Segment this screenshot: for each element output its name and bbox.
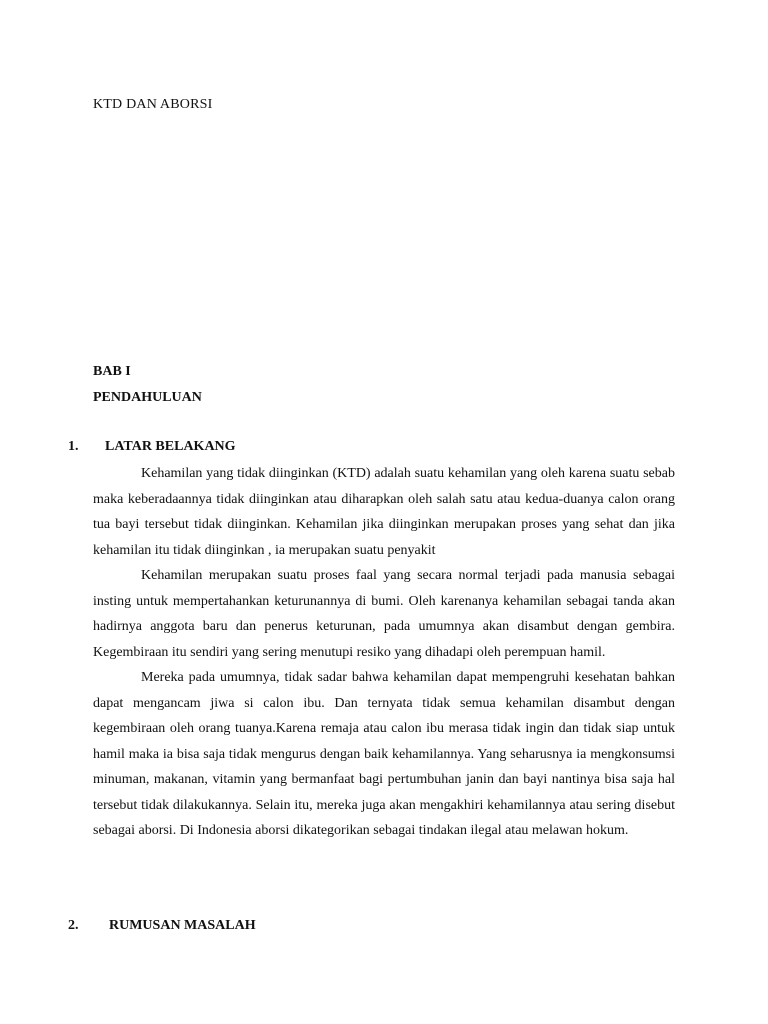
document-title: KTD DAN ABORSI xyxy=(93,97,213,112)
section-heading-latar-belakang xyxy=(68,439,236,455)
section-number: 1. xyxy=(68,439,79,454)
section-body-latar-belakang xyxy=(93,461,675,844)
body-paragraph: Kehamilan yang tidak diinginkan (KTD) adalah suatu kehamilan yang oleh karena suatu sebab maka keberadaannya tidak diinginkan atau diharapkan oleh salah satu atau kedua-duanya calon orang tua bayi tersebut tidak diinginkan. Kehamilan jika diinginkan merupakan proses yang sehat dan jika kehamilan itu tidak diinginkan , ia merupakan suatu penyakit xyxy=(93,466,675,558)
section-heading-text: RUMUSAN MASALAH xyxy=(109,918,256,933)
body-paragraph: Kehamilan merupakan suatu proses faal yang secara normal terjadi pada manusia sebagai insting untuk mempertahankan keturunannya di bumi. Oleh karenanya kehamilan sebagai tanda akan hadirnya anggota baru dan penerus keturunan, pada umumnya akan disambut dengan gembira. Kegembiraan itu sendiri yang sering menutupi resiko yang dihadapi oleh perempuan hamil. xyxy=(93,568,675,660)
chapter-number: BAB I xyxy=(93,364,131,379)
section-heading-text: LATAR BELAKANG xyxy=(105,439,236,454)
section-number: 2. xyxy=(68,918,79,933)
section-heading-rumusan-masalah xyxy=(68,918,256,934)
body-paragraph: Mereka pada umumnya, tidak sadar bahwa kehamilan dapat mempengruhi kesehatan bahkan dapat mengancam jiwa si calon ibu. Dan ternyata tidak semua kehamilan disambut dengan kegembiraan oleh orang tuanya.Karena remaja atau calon ibu merasa tidak ingin dan tidak siap untuk hamil maka ia bisa saja tidak mengurus dengan baik kehamilannya. Yang seharusnya ia mengkonsumsi minuman, makanan, vitamin yang bermanfaat bagi pertumbuhan janin dan bayi nantinya bisa saja hal tersebut tidak dilakukannya. Selain itu, mereka juga akan mengakhiri kehamilannya atau sering disebut sebagai aborsi. Di Indonesia aborsi dikategorikan sebagai tindakan ilegal atau melawan hokum. xyxy=(93,670,675,838)
chapter-title: PENDAHULUAN xyxy=(93,390,202,405)
